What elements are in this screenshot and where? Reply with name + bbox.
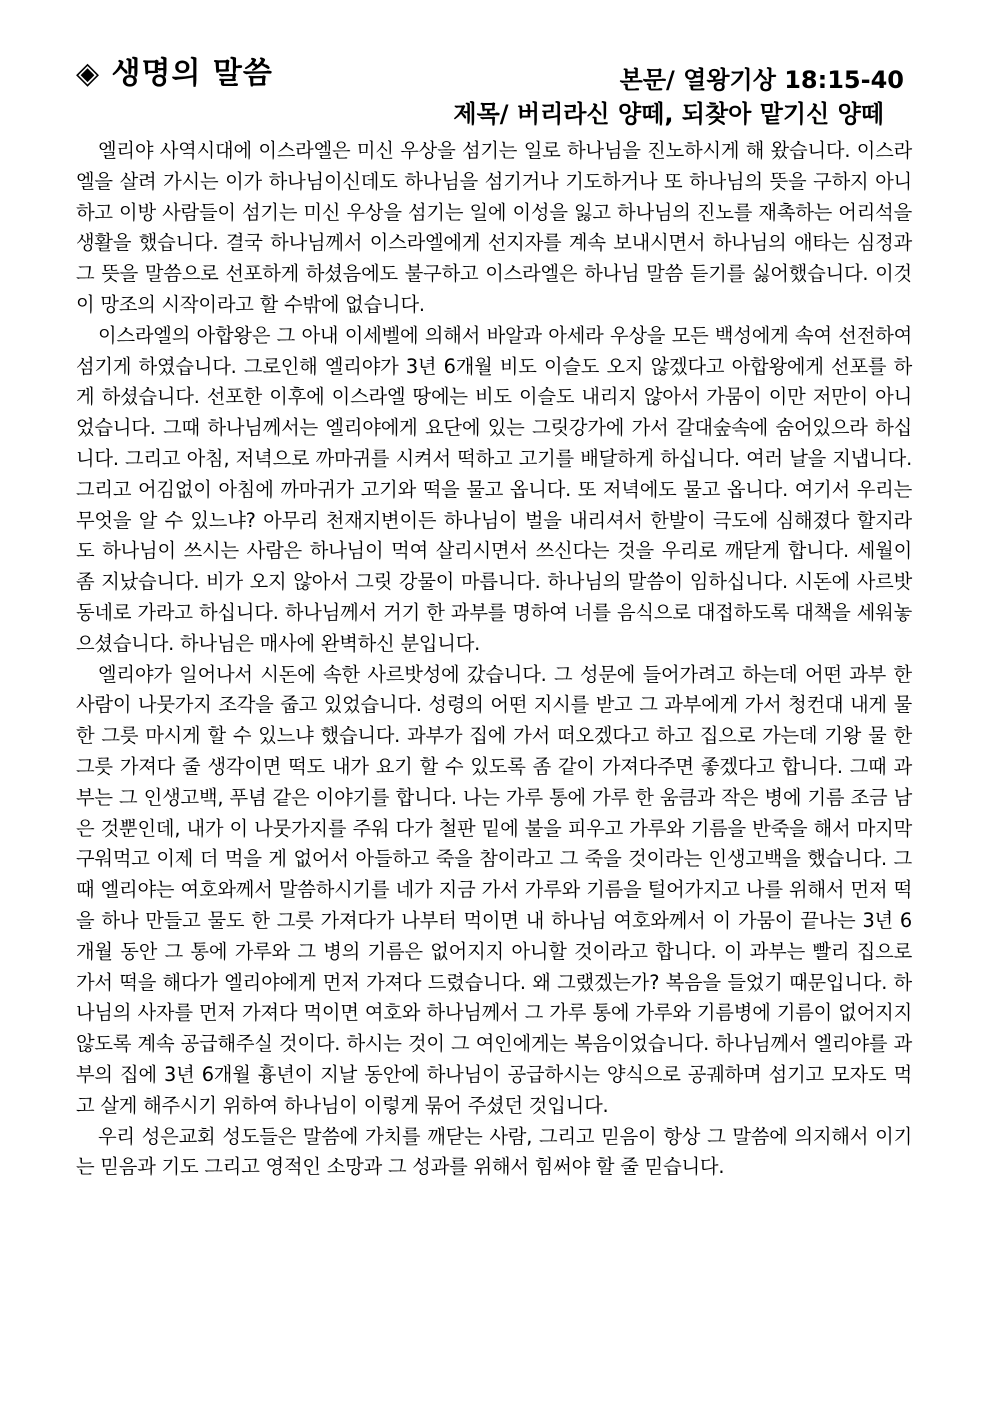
paragraph-4: 우리 성은교회 성도들은 말씀에 가치를 깨닫는 사람, 그리고 믿음이 항상 그 말씀에 의지해서 이기는 믿음과 기도 그리고 영적인 소망과 그 성과를 위해서 힘써야 할 줄 믿습니다. xyxy=(76,1124,912,1179)
sermon-body xyxy=(76,136,912,1183)
paragraph-2: 이스라엘의 아합왕은 그 아내 이세벨에 의해서 바알과 아세라 우상을 모든 백성에게 속여 선전하여 섬기게 하였습니다. 그로인해 엘리야가 3년 6개월 비도 이슬도 오지 않겠다고 아합왕에게 선포를 하게 하셨습니다. 선포한 이후에 이스라엘 땅에는 비도 이슬도 내리지 않아서 가뭄이 이만 저만이 아니었습니다. 그때 하나님께서는 엘리야에게 요단에 있는 그릿강가에 가서 갈대숲속에 숨어있으라 하십니다. 그리고 아침, 저녁으로 까마귀를 시켜서 떡하고 고기를 배달하게 하십니다. 여러 날을 지냅니다. 그리고 어김없이 아침에 까마귀가 고기와 떡을 물고 옵니다. 또 저녁에도 물고 옵니다. 여기서 우리는 무엇을 알 수 있느냐? 아무리 천재지변이든 하나님이 벌을 내리셔서 한발이 극도에 심해졌다 할지라도 하나님이 쓰시는 사람은 하나님이 먹여 살리시면서 쓰신다는 것을 우리로 깨닫게 합니다. 세월이 좀 지났습니다. 비가 오지 않아서 그릿 강물이 마릅니다. 하나님의 말씀이 임하십니다. 시돈에 사르밧 동네로 가라고 하십니다. 하나님께서 거기 한 과부를 명하여 너를 음식으로 대접하도록 대책을 세워놓으셨습니다. 하나님은 매사에 완벽하신 분입니다. xyxy=(76,323,912,655)
scripture-passage: 본문/ 열왕기상 18:15-40 xyxy=(619,66,904,94)
paragraph-1: 엘리야 사역시대에 이스라엘은 미신 우상을 섬기는 일로 하나님을 진노하시게 해 왔습니다. 이스라엘을 살려 가시는 이가 하나님이신데도 하나님을 섬기거나 기도하거나 또 하나님의 뜻을 구하지 아니하고 이방 사람들이 섬기는 미신 우상을 섬기는 일에 이성을 잃고 하나님의 진노를 재촉하는 어리석을 생활을 했습니다. 결국 하나님께서 이스라엘에게 선지자를 계속 보내시면서 하나님의 애타는 심정과 그 뜻을 말씀으로 선포하게 하셨음에도 불구하고 이스라엘은 하나님 말씀 듣기를 싫어했습니다. 이것이 망조의 시작이라고 할 수밖에 없습니다. xyxy=(76,139,912,316)
page-title: ◈ 생명의 말씀 xyxy=(76,56,273,91)
paragraph-3: 엘리야가 일어나서 시돈에 속한 사르밧성에 갔습니다. 그 성문에 들어가려고 하는데 어떤 과부 한사람이 나뭇가지 조각을 줍고 있었습니다. 성령의 어떤 지시를 받고 그 과부에게 가서 청컨대 내게 물 한 그릇 마시게 할 수 있느냐 했습니다. 과부가 집에 가서 떠오겠다고 하고 집으로 가는데 기왕 물 한 그릇 가져다 줄 생각이면 떡도 내가 요기 할 수 있도록 좀 같이 가져다주면 좋겠다고 합니다. 그때 과부는 그 인생고백, 푸념 같은 이야기를 합니다. 나는 가루 통에 가루 한 움큼과 작은 병에 기름 조금 남은 것뿐인데, 내가 이 나뭇가지를 주워 다가 철판 밑에 불을 피우고 가루와 기름을 반죽을 해서 마지막 구워먹고 이제 더 먹을 게 없어서 아들하고 죽을 참이라고 그 죽을 것이라는 인생고백을 했습니다. 그때 엘리야는 여호와께서 말씀하시기를 네가 지금 가서 가루와 기름을 털어가지고 나를 위해서 먼저 떡을 하나 만들고 물도 한 그릇 가져다가 나부터 먹이면 내 하나님 여호와께서 이 가뭄이 끝나는 3년 6개월 동안 그 통에 가루와 그 병의 기름은 없어지지 아니할 것이라고 합니다. 이 과부는 빨리 집으로 가서 떡을 해다가 엘리야에게 먼저 가져다 드렸습니다. 왜 그랬겠는가? 복음을 들었기 때문입니다. 하나님의 사자를 먼저 가져다 먹이면 여호와 하나님께서 그 가루 통에 가루와 기름병에 기름이 없어지지 않도록 계속 공급해주실 것이다. 하시는 것이 그 여인에게는 복음이었습니다. 하나님께서 엘리야를 과부의 집에 3년 6개월 흉년이 지날 동안에 하나님이 공급하시는 양식으로 공궤하며 섬기고 모자도 먹고 살게 해주시기 위하여 하나님이 이렇게 묶어 주셨던 것입니다. xyxy=(76,662,912,1117)
sermon-subject: 제목/ 버리라신 양떼, 되찾아 맡기신 양떼 xyxy=(453,100,884,128)
